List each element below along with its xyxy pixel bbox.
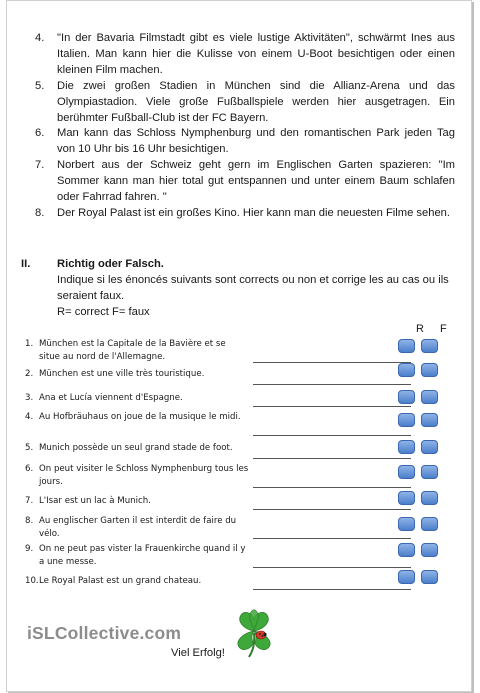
reading-item-text: "In der Bavaria Filmstadt gibt es viele lustige Aktivitäten", schwärmt Ines aus Italien. Man kann hier die Kulisse von einem U-Boot besichtigen oder einen kleinen Film machen.: [57, 32, 455, 76]
checkbox-f[interactable]: [421, 390, 438, 404]
checkbox-f[interactable]: [421, 363, 438, 377]
checkbox-r[interactable]: [398, 413, 415, 427]
answer-line[interactable]: [253, 458, 411, 459]
section-number: II.: [21, 258, 31, 270]
reading-item-number: 6.: [35, 127, 45, 140]
statement-text: Munich possède un seul grand stade de foot.: [39, 443, 233, 453]
statement-number: 6.: [25, 464, 34, 474]
statement-number: 10.: [25, 576, 39, 586]
four-leaf-clover-icon: [229, 607, 279, 659]
statement-text: On peut visiter le Schloss Nymphenburg tous les jours.: [39, 464, 249, 487]
checkbox-f[interactable]: [421, 465, 438, 479]
checkbox-f[interactable]: [421, 543, 438, 557]
checkbox-f[interactable]: [421, 440, 438, 454]
statement-text: On ne peut pas vister la Frauenkirche quand il y a une messe.: [39, 544, 246, 567]
checkbox-f[interactable]: [421, 517, 438, 531]
checkbox-r[interactable]: [398, 363, 415, 377]
column-header-f: F: [440, 323, 447, 335]
statement-text: Au englischer Garten il est interdit de faire du vélo.: [39, 516, 237, 539]
reading-item-number: 7.: [35, 159, 45, 172]
checkbox-r[interactable]: [398, 465, 415, 479]
reading-item-number: 5.: [35, 79, 45, 92]
checkbox-f[interactable]: [421, 339, 438, 353]
statement-number: 1.: [25, 339, 34, 349]
site-logo: iSLCollective.com: [27, 623, 182, 643]
section-2-header: [21, 257, 461, 321]
reading-item: [35, 126, 455, 158]
checkbox-f[interactable]: [421, 570, 438, 584]
reading-item: [35, 206, 455, 222]
answer-line[interactable]: [253, 509, 411, 510]
answer-line[interactable]: [253, 384, 411, 385]
answer-line[interactable]: [253, 538, 411, 539]
statement-number: 3.: [25, 393, 34, 403]
reading-item-text: Der Royal Palast ist ein großes Kino. Hier kann man die neuesten Filme sehen.: [57, 206, 450, 219]
reading-item-text: Die zwei großen Stadien in München sind die Allianz-Arena und das Olympiastadion. Viele große Fußballspiele werden hier ausgetragen. Ein berühmter Fußball-Club ist der FC Bayern.: [57, 79, 455, 124]
column-header-r: R: [416, 323, 424, 335]
reading-item-number: 8.: [35, 206, 45, 219]
signoff-text: Viel Erfolg!: [171, 647, 225, 659]
answer-line[interactable]: [253, 435, 411, 436]
statement-number: 5.: [25, 443, 34, 453]
statement-number: 9.: [25, 544, 34, 554]
checkbox-f[interactable]: [421, 491, 438, 505]
answer-line[interactable]: [253, 589, 411, 590]
checkbox-r[interactable]: [398, 440, 415, 454]
reading-item-text: Norbert aus der Schweiz geht gern im Englischen Garten spazieren: "Im Sommer kann man hier total gut entspannen und unter einem Baum schlafen oder Fahrrad fahren. ": [57, 159, 455, 204]
answer-line[interactable]: [253, 487, 411, 488]
section-instruction: Indique si les énoncés suivants sont corrects ou non et corrige les au cas ou ils seraient faux.: [57, 273, 449, 302]
statement-number: 7.: [25, 496, 34, 506]
answer-line[interactable]: [253, 406, 411, 407]
statement-text: München est une ville très touristique.: [39, 369, 205, 379]
statement-text: Le Royal Palast est un grand chateau.: [39, 576, 202, 586]
reading-item-number: 4.: [35, 32, 45, 44]
section-legend: R= correct F= faux: [57, 305, 150, 318]
reading-items-list: [35, 31, 455, 222]
answer-line[interactable]: [253, 567, 411, 568]
checkbox-r[interactable]: [398, 517, 415, 531]
statement-number: 8.: [25, 516, 34, 526]
statement-text: München est la Capitale de la Bavière et se situe au nord de l'Allemagne.: [39, 339, 226, 362]
statement-text: L'Isar est un lac à Munich.: [39, 496, 151, 506]
statement-text: Ana et Lucía viennent d'Espagne.: [39, 393, 183, 403]
reading-item: [35, 31, 455, 79]
checkbox-r[interactable]: [398, 570, 415, 584]
statement-number: 4.: [25, 412, 34, 422]
section-title: Richtig oder Falsch.: [57, 258, 164, 270]
checkbox-r[interactable]: [398, 543, 415, 557]
worksheet-page: [6, 0, 472, 692]
checkbox-r[interactable]: [398, 491, 415, 505]
statement-number: 2.: [25, 369, 34, 379]
reading-item: [35, 79, 455, 127]
checkbox-r[interactable]: [398, 390, 415, 404]
answer-line[interactable]: [253, 362, 411, 363]
reading-item-text: Man kann das Schloss Nymphenburg und den romantischen Park jeden Tag von 10 Uhr bis 16 Uhr besichtigen.: [57, 127, 455, 156]
statement-text: Au Hofbräuhaus on joue de la musique le midi.: [39, 412, 241, 422]
reading-item: [35, 158, 455, 206]
checkbox-r[interactable]: [398, 339, 415, 353]
checkbox-f[interactable]: [421, 413, 438, 427]
